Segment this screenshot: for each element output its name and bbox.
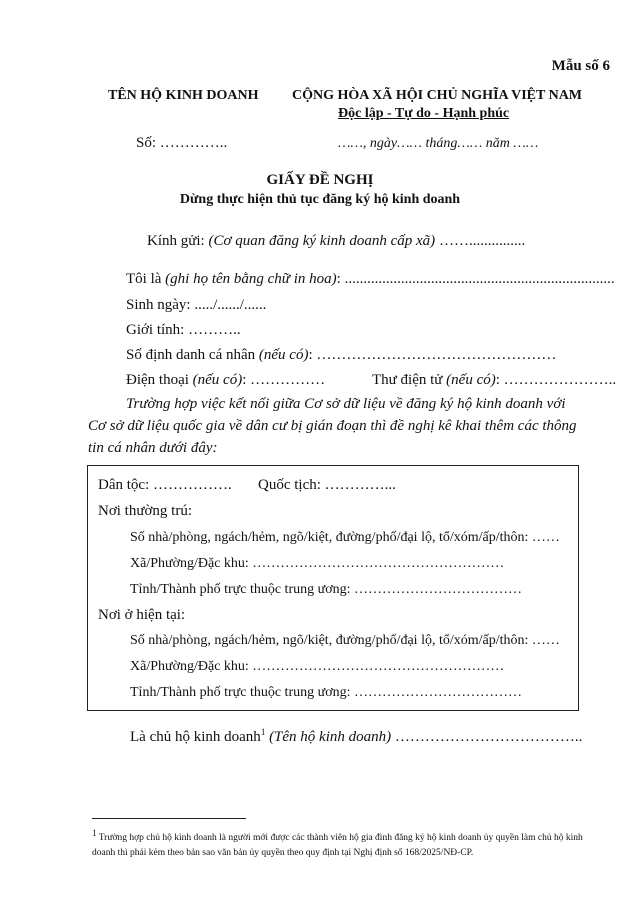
footnote-text: Trường hợp chủ hộ kinh doanh là người mới được các thành viên hộ gia đình đăng ký hộ kinh doanh ủy quyền làm chủ hộ kinh doanh thì phải kèm theo bản sao văn bản ủy quyền theo quy định tại Nghị định số 168/2025/NĐ-CP. <box>92 833 583 859</box>
country-heading: CỘNG HÒA XÃ HỘI CHỦ NGHĨA VIỆT NAM <box>292 88 583 103</box>
ethnicity-field[interactable]: Dân tộc: ……………. <box>98 477 232 493</box>
nationality-field[interactable]: Quốc tịch: …………... <box>258 477 396 493</box>
permanent-ward-field[interactable]: Xã/Phường/Đặc khu: ……………………………………………… <box>130 556 505 571</box>
full-name-label: Tôi là <box>126 271 166 287</box>
email-field[interactable]: : ………………….. <box>495 372 617 388</box>
form-subtitle: Dừng thực hiện thủ tục đăng ký hộ kinh doanh <box>179 192 461 207</box>
recipient-hint: (Cơ quan đăng ký kinh doanh cấp xã) <box>208 233 436 249</box>
phone-field[interactable]: : …………… <box>242 372 326 388</box>
email-label: Thư điện tử <box>372 372 447 388</box>
document-date: ……, ngày…… tháng…… năm …… <box>338 136 539 151</box>
current-address-label: Nơi ở hiện tại: <box>98 607 186 623</box>
date-of-birth-field[interactable]: Sinh ngày: ...../....../...... <box>126 297 267 313</box>
recipient-dots[interactable]: ……............... <box>435 233 526 249</box>
permanent-address-label: Nơi thường trú: <box>98 503 192 519</box>
full-name-hint: (ghi họ tên bằng chữ in hoa) <box>165 271 337 287</box>
full-name-field[interactable]: : ........................................................................ <box>336 271 615 287</box>
document-number: Số: ………….. <box>136 135 228 151</box>
personal-id-hint: (nếu có) <box>258 347 309 363</box>
recipient-label: Kính gửi: <box>147 233 209 249</box>
email-line <box>372 372 616 389</box>
note-line-3: tin cá nhân dưới đây: <box>88 440 218 456</box>
personal-id-label: Số định danh cá nhân <box>126 347 259 363</box>
note-line-1: Trường hợp việc kết nối giữa Cơ sở dữ liệu về đăng ký hộ kinh doanh với <box>126 396 566 412</box>
permanent-province-field[interactable]: Tỉnh/Thành phố trực thuộc trung ương: ……………………………… <box>130 582 522 597</box>
personal-id-line <box>126 347 556 364</box>
current-street-field[interactable]: Số nhà/phòng, ngách/hẻm, ngõ/kiệt, đường/phố/đại lộ, tổ/xóm/ấp/thôn: …… <box>130 633 560 648</box>
business-owner-line <box>130 727 582 746</box>
business-name-heading: TÊN HỘ KINH DOANH <box>108 88 259 103</box>
recipient-line <box>147 233 525 250</box>
email-hint: (nếu có) <box>446 372 496 388</box>
note-line-2: Cơ sở dữ liệu quốc gia về dân cư bị gián đoạn thì đề nghị kê khai thêm các thông <box>88 418 577 434</box>
form-title: GIẤY ĐỀ NGHỊ <box>266 172 374 188</box>
footnote-ref: 1 <box>260 727 266 737</box>
business-name-field[interactable]: ……………………………….. <box>391 729 583 745</box>
footnote <box>92 826 592 861</box>
form-code: Mẫu số 6 <box>551 58 610 74</box>
current-province-field[interactable]: Tỉnh/Thành phố trực thuộc trung ương: ……………………………… <box>130 685 522 700</box>
current-ward-field[interactable]: Xã/Phường/Đặc khu: ……………………………………………… <box>130 659 505 674</box>
business-owner-label: Là chủ hộ kinh doanh <box>130 729 261 745</box>
phone-line <box>126 372 325 389</box>
phone-label: Điện thoại <box>126 372 193 388</box>
personal-id-field[interactable]: : ………………………………………… <box>308 347 557 363</box>
phone-hint: (nếu có) <box>192 372 243 388</box>
business-name-hint: (Tên hộ kinh doanh) <box>265 729 392 745</box>
footnote-marker: 1 <box>92 828 97 838</box>
permanent-street-field[interactable]: Số nhà/phòng, ngách/hẻm, ngõ/kiệt, đường/phố/đại lộ, tổ/xóm/ấp/thôn: …… <box>130 530 560 545</box>
full-name-line <box>126 271 615 288</box>
motto: Độc lập - Tự do - Hạnh phúc <box>338 106 510 121</box>
footnote-divider <box>92 818 246 819</box>
gender-field[interactable]: Giới tính: ……….. <box>126 322 241 338</box>
